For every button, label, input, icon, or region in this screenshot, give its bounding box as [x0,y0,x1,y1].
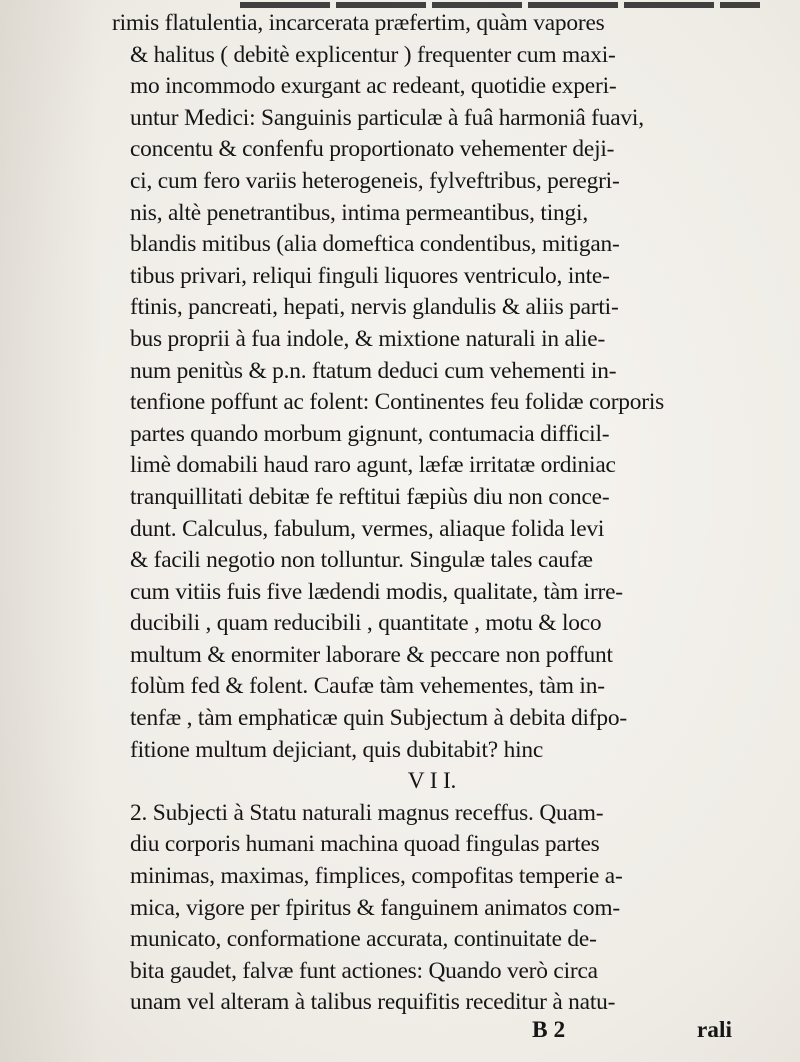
text-line: rimis flatulentia, incarcerata præfertim, quàm vapores [112,10,605,36]
text-line: untur Medici: Sanguinis particulæ à fuâ harmoniâ fuavi, [130,104,644,131]
text-line: bita gaudet, falvæ funt actiones: Quando verò circa [130,957,598,984]
text-line: limè domabili haud raro agunt, læfæ irritatæ ordiniac [130,452,616,479]
text-line: dunt. Calculus, fabulum, vermes, aliaque folida levi [130,515,605,542]
text-line: partes quando morbum gignunt, contumacia difficil- [130,420,610,447]
text-line: folùm fed & folent. Caufæ tàm vehementes, tàm in- [130,673,605,700]
text-line: mo incommodo exurgant ac redeant, quotidie experi- [130,73,617,100]
text-line: concentu & confenfu proportionato vehementer deji- [130,136,615,163]
text-line: blandis mitibus (alia domeftica condentibus, mitigan- [130,231,620,258]
text-line: ci, cum fero variis heterogeneis, fylveftribus, peregri- [130,167,620,194]
page-edge-shadow [0,0,100,1062]
text-line: bus proprii à fua indole, & mixtione naturali in alie- [130,325,606,352]
text-line: & halitus ( debitè explicentur ) frequenter cum maxi- [130,41,616,68]
text-line: tenfæ , tàm emphaticæ quin Subjectum à debita difpo- [130,705,627,732]
text-line: minimas, maximas, fimplices, compofitas temperie a- [130,863,623,890]
text-line: nis, altè penetrantibus, intima permeantibus, tingi, [130,199,588,226]
catchword: rali [696,1017,732,1043]
text-line: fitione multum dejiciant, quis dubitabit? hinc [130,736,544,763]
text-line: ftinis, pancreati, hepati, nervis glandulis & aliis parti- [130,294,619,321]
text-line: 2. Subjecti à Statu naturali magnus receffus. Quam- [130,799,604,826]
text-line: cum vitiis fuis five lædendi modis, qualitate, tàm irre- [130,578,623,605]
text-line: tenfione poffunt ac folent: Continentes feu folidæ corporis [130,389,665,416]
text-block [112,8,752,1019]
text-line: ducibili , quam reducibili , quantitate , motu & loco [130,610,602,637]
text-line: tranquillitati debitæ fe reftitui fæpiùs diu non conce- [130,483,610,510]
text-line: diu corporis humani machina quoad fingulas partes [130,831,600,858]
text-line: municato, conformatione accurata, continuitate de- [130,926,597,953]
text-line: & facili negotio non tolluntur. Singulæ tales caufæ [130,547,593,574]
signature-mark: B 2 [532,1017,566,1043]
section-heading: V I I. [407,768,457,795]
text-line: num penitùs & p.n. ftatum deduci cum vehementi in- [130,357,617,384]
text-line: tibus privari, reliqui finguli liquores ventriculo, inte- [130,262,610,289]
text-line: unam vel alteram à talibus requifitis receditur à natu- [130,989,616,1016]
text-line: mica, vigore per fpiritus & fanguinem animatos com- [130,894,620,921]
page-footer [112,1017,752,1049]
text-line: multum & enormiter laborare & peccare non poffunt [130,641,613,668]
